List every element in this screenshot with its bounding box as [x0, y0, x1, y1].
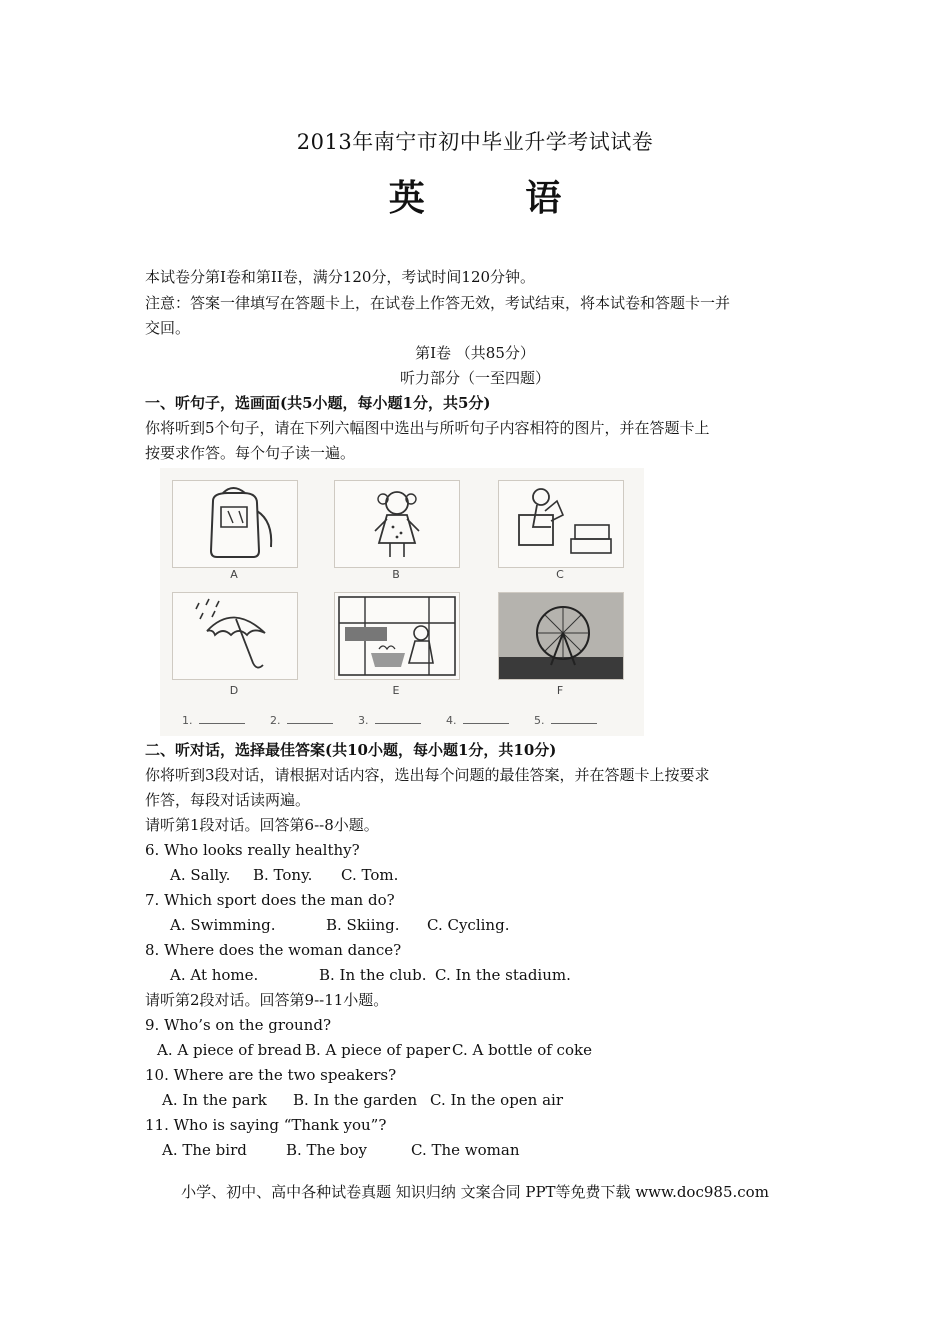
q8-option-b: B. In the club. [319, 966, 427, 984]
backpack-icon [173, 481, 297, 567]
q7-option-c: C. Cycling. [427, 916, 510, 934]
q6-option-a: A. Sally. [170, 866, 231, 884]
blank-1: 1. [182, 714, 245, 727]
q10-option-b: B. In the garden [293, 1091, 418, 1109]
picture-label-f: F [556, 684, 564, 697]
picture-label-c: C [556, 568, 564, 581]
section2-heading: 二、听对话，选择最佳答案(共10小题，每小题1分，共10分) [145, 741, 557, 759]
reading-person-icon [499, 481, 623, 567]
picture-label-a: A [230, 568, 238, 581]
volume-subtitle: 听力部分（一至四题） [399, 369, 550, 387]
section1-instruction-2: 按要求作答。每个句子读一遍。 [145, 444, 356, 462]
ferris-wheel-icon [499, 593, 623, 679]
question-7: 7. Which sport does the man do? [145, 891, 395, 909]
section1-instruction-1: 你将听到5个句子，请在下列六幅图中选出与所听句子内容相符的图片，并在答题卡上 [145, 419, 710, 437]
section2-instruction-1: 你将听到3段对话，请根据对话内容，选出每个问题的最佳答案，并在答题卡上按要求 [145, 766, 710, 784]
q6-option-b: B. Tony. [253, 866, 313, 884]
picture-f [498, 592, 624, 680]
q10-option-c: C. In the open air [430, 1091, 564, 1109]
dialog1-prompt: 请听第1段对话。回答第6--8小题。 [145, 816, 379, 834]
picture-label-d: D [229, 684, 239, 697]
section2-instruction-2: 作答，每段对话读两遍。 [145, 791, 311, 809]
q7-option-a: A. Swimming. [170, 916, 276, 934]
q6-option-c: C. Tom. [341, 866, 399, 884]
q9-option-a: A. A piece of bread [157, 1041, 302, 1059]
q11-option-b: B. The boy [286, 1141, 367, 1159]
volume-title: 第I卷 （共85分） [415, 344, 535, 362]
exam-title: 2013年南宁市初中毕业升学考试试卷 [296, 130, 654, 154]
intro-line-1: 本试卷分第I卷和第II卷，满分120分，考试时间120分钟。 [145, 268, 536, 286]
blank-2: 2. [270, 714, 333, 727]
answer-blanks [182, 714, 619, 727]
picture-b [334, 480, 460, 568]
intro-line-2: 注意：答案一律填写在答题卡上，在试卷上作答无效，考试结束，将本试卷和答题卡一并 [145, 294, 731, 312]
blank-3: 3. [358, 714, 421, 727]
q8-option-c: C. In the stadium. [435, 966, 571, 984]
question-10: 10. Where are the two speakers? [145, 1066, 397, 1084]
blank-4: 4. [446, 714, 509, 727]
q9-option-b: B. A piece of paper [305, 1041, 451, 1059]
subject-char-2: 语 [525, 177, 562, 219]
intro-line-3: 交回。 [145, 319, 191, 337]
dialog2-prompt: 请听第2段对话。回答第9--11小题。 [145, 991, 389, 1009]
q8-option-a: A. At home. [170, 966, 259, 984]
picture-c [498, 480, 624, 568]
subject-heading [0, 170, 950, 221]
section1-heading: 一、听句子，选画面(共5小题，每小题1分，共5分) [145, 394, 491, 412]
picture-label-e: E [392, 684, 400, 697]
question-8: 8. Where does the woman dance? [145, 941, 402, 959]
footer-text: 小学、初中、高中各种试卷真题 知识归纳 文案合同 PPT等免费下载 www.doc985.com [181, 1183, 769, 1201]
picture-label-b: B [392, 568, 400, 581]
picture-a [172, 480, 298, 568]
umbrella-rain-icon [173, 593, 297, 679]
picture-d [172, 592, 298, 680]
blank-5: 5. [534, 714, 597, 727]
subject-char-1: 英 [388, 177, 425, 219]
picture-e [334, 592, 460, 680]
window-cooking-icon [335, 593, 459, 679]
girl-icon [335, 481, 459, 567]
q10-option-a: A. In the park [162, 1091, 267, 1109]
q9-option-c: C. A bottle of coke [452, 1041, 592, 1059]
question-9: 9. Who’s on the ground? [145, 1016, 331, 1034]
question-6: 6. Who looks really healthy? [145, 841, 360, 859]
question-11: 11. Who is saying “Thank you”? [145, 1116, 387, 1134]
q11-option-a: A. The bird [162, 1141, 247, 1159]
q7-option-b: B. Skiing. [326, 916, 400, 934]
picture-grid [160, 468, 644, 736]
q11-option-c: C. The woman [411, 1141, 520, 1159]
